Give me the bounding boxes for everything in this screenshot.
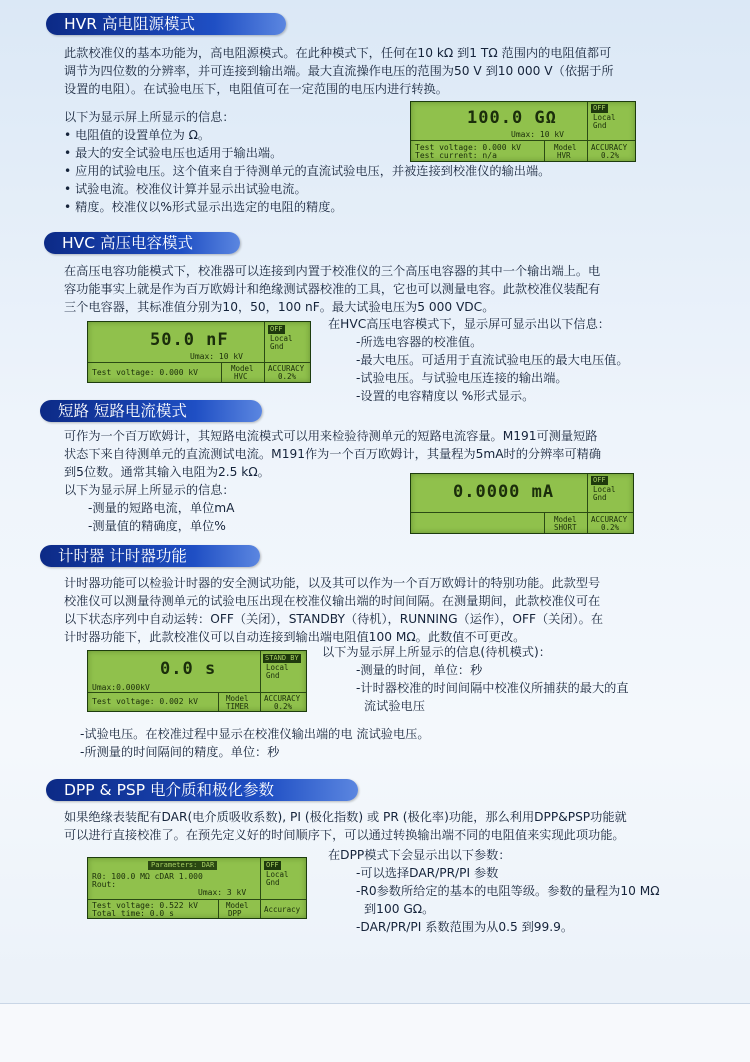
lcd-divider — [260, 651, 261, 711]
short-para-line: 可作为一个百万欧姆计，其短路电流模式可以用来检验待测单元的短路电流容量。M191可测量短路 — [64, 429, 598, 443]
timer-after — [80, 725, 710, 761]
lcd-umax: Umax: 3 kV — [198, 888, 247, 897]
section-title-short: 短路 短路电流模式 — [40, 400, 262, 422]
lcd-divider — [544, 140, 545, 161]
lcd-divider — [218, 692, 219, 711]
timer-item: -计时器校准的时间间隔中校准仪所捕获的最大的直 — [356, 681, 629, 695]
timer-para-line: 以下状态序列中自动运转：OFF（关闭），STANDBY（待机），RUNNING（运作），OFF（关闭）。在 — [64, 612, 604, 626]
hvc-paragraph — [64, 262, 704, 316]
dpp-item: 到100 GΩ。 — [364, 902, 435, 916]
lcd-model-value: SHORT — [554, 523, 577, 532]
lcd-umax: Umax: 10 kV — [511, 130, 564, 139]
dpp-list — [328, 846, 718, 936]
lcd-off-badge: OFF — [266, 861, 279, 869]
section-title-hvr: HVR 高电阻源模式 — [46, 13, 286, 35]
lcd-divider — [544, 512, 545, 533]
short-para-line: 状态下来自待测单元的直流测试电流。M191作为一个百万欧姆计，其量程为5mA时的分辨率可精确 — [64, 447, 602, 461]
section-title-dpp: DPP & PSP 电介质和极化参数 — [46, 779, 358, 801]
hvc-item: -试验电压。与试验电压连接的输出端。 — [356, 371, 568, 385]
short-para-line: 到5位数。通常其输入电阻为2.5 kΩ。 — [64, 465, 270, 479]
dpp-intro: 在DPP模式下会显示出以下参数： — [328, 848, 511, 862]
hvr-item: • 应用的试验电压。这个值来自于待测单元的直流试验电压，并被连接到校准仪的输出端。 — [64, 164, 551, 178]
lcd-umax: Umax:0.000kV — [92, 683, 150, 692]
lcd-gnd: Gnd — [270, 342, 284, 351]
lcd-accuracy-label: ACCURACY — [591, 515, 628, 524]
timer-list — [322, 643, 712, 715]
lcd-gnd: Gnd — [593, 493, 607, 502]
lcd-umax: Umax: 10 kV — [190, 352, 243, 361]
lcd-test-voltage: Test voltage: 0.002 kV — [92, 697, 198, 706]
hvc-item: -设置的电容精度以 %形式显示。 — [356, 389, 535, 403]
lcd-accuracy-label: ACCURACY — [591, 143, 628, 152]
lcd-off-badge: OFF — [593, 104, 606, 112]
lcd-standby-badge: STAND BY — [265, 654, 299, 662]
timer-para-line: 计时器功能可以检验计时器的安全测试功能，以及其可以作为一个百万欧姆计的特别功能。此款型号 — [64, 576, 601, 590]
section-title-timer: 计时器 计时器功能 — [40, 545, 260, 567]
lcd-gnd: Gnd — [266, 878, 280, 887]
hvc-lcd-display — [87, 321, 311, 383]
hvr-intro: 以下为显示屏上所显示的信息： — [64, 110, 235, 124]
hvc-para-line: 在高压电容功能模式下，校准器可以连接到内置于校准仪的三个高压电容器的其中一个输出端上。电 — [64, 264, 601, 278]
lcd-main-value: 0.0000 mA — [453, 482, 555, 502]
timer-item: -测量的时间，单位：秒 — [356, 663, 483, 677]
lcd-off-badge: OFF — [270, 325, 283, 333]
lcd-main-value: 100.0 GΩ — [467, 108, 557, 128]
lcd-divider — [218, 899, 219, 918]
dpp-item: -R0参数所给定的基本的电阻等级。参数的量程为10 MΩ — [356, 884, 660, 898]
lcd-model-value: DPP — [228, 909, 242, 918]
lcd-divider — [88, 692, 306, 693]
hvr-para-line: 此款校准仪的基本功能为，高电阻源模式。在此种模式下，任何在10 kΩ 到1 TΩ 范围内的电阻值都可 — [64, 46, 612, 60]
lcd-divider — [411, 140, 635, 141]
lcd-model-label: Model — [226, 694, 249, 703]
lcd-divider — [587, 102, 588, 161]
lcd-main-value: 0.0 s — [160, 659, 217, 679]
dpp-paragraph — [64, 808, 714, 844]
timer-after-item: -所测量的时间隔间的精度。单位：秒 — [80, 745, 280, 759]
dpp-lcd-display — [87, 857, 307, 919]
short-item: -测量值的精确度，单位% — [88, 519, 226, 533]
lcd-accuracy-label: ACCURACY — [268, 364, 305, 373]
timer-para-line: 计时器功能下，此款校准仪可以自动连接到输出端电阻值100 MΩ。此数值不可更改。 — [64, 630, 526, 644]
short-lcd-display — [410, 473, 634, 534]
lcd-main-value: 50.0 nF — [150, 330, 229, 350]
lcd-rout: Rout: — [92, 880, 117, 889]
hvr-item: • 电阻值的设置单位为 Ω。 — [64, 128, 211, 142]
hvc-item: -所选电容器的校准值。 — [356, 335, 483, 349]
lcd-accuracy-label: Accuracy — [264, 905, 301, 914]
hvr-para-line: 设置的电阻）。在试验电压下，电阻值可在一定范围的电压内进行转换。 — [64, 82, 448, 96]
hvr-item: • 精度。校准仪以%形式显示出选定的电阻的精度。 — [64, 200, 343, 214]
lcd-model-label: Model — [554, 515, 577, 524]
lcd-total-time: Total time: 0.0 s — [92, 909, 174, 918]
lcd-test-current: Test current: n/a — [415, 151, 497, 160]
lcd-model-value: HVR — [557, 151, 571, 160]
short-intro: 以下为显示屏上所显示的信息： — [64, 483, 235, 497]
lcd-parameters-banner: Parameters: DAR — [148, 861, 217, 870]
section-title-hvc: HVC 高压电容模式 — [44, 232, 240, 254]
lcd-divider — [88, 362, 310, 363]
lcd-accuracy-value: 0.2% — [274, 702, 293, 711]
lcd-test-voltage: Test voltage: 0.000 kV — [415, 143, 521, 152]
hvc-list — [328, 315, 708, 405]
hvc-para-line: 容功能事实上就是作为百万欧姆计和绝缘测试器校准的工具，它也可以测量电容。此款校准仪装配有 — [64, 282, 601, 296]
lcd-gnd: Gnd — [266, 671, 280, 680]
lcd-divider — [264, 322, 265, 382]
bottom-band — [0, 1003, 750, 1062]
lcd-model-value: HVC — [234, 372, 248, 381]
hvr-item: • 试验电流。校准仪计算并显示出试验电流。 — [64, 182, 307, 196]
dpp-item: -可以选择DAR/PR/PI 参数 — [356, 866, 499, 880]
hvc-para-line: 三个电容器，其标准值分别为10，50，100 nF。最大试验电压为5 000 VDC。 — [64, 300, 495, 314]
lcd-local: Local — [266, 663, 289, 672]
lcd-test-voltage: Test voltage: 0.522 kV — [92, 901, 198, 910]
lcd-accuracy-value: 0.2% — [601, 523, 620, 532]
lcd-accuracy-label: ACCURACY — [264, 694, 301, 703]
lcd-off-badge: OFF — [593, 476, 606, 484]
timer-item: 流试验电压 — [364, 699, 425, 713]
lcd-divider — [411, 512, 633, 513]
short-item: -测量的短路电流，单位mA — [88, 501, 235, 515]
lcd-model-label: Model — [226, 901, 249, 910]
lcd-model-value: TIMER — [226, 702, 249, 711]
hvr-para-line: 调节为四位数的分辨率，并可连接到输出端。最大直流操作电压的范围为50 V 到10 000 V（依据于所 — [64, 64, 614, 78]
hvc-intro: 在HVC高压电容模式下，显示屏可显示出以下信息： — [328, 317, 610, 331]
dpp-para-line: 可以进行直接校准了。在预先定义好的时间顺序下，可以通过转换输出端不同的电阻值来实现此项功能。 — [64, 828, 625, 842]
hvr-paragraph — [64, 44, 704, 98]
lcd-local: Local — [593, 113, 616, 122]
lcd-model-label: Model — [231, 364, 254, 373]
hvr-lcd-display — [410, 101, 636, 162]
lcd-local: Local — [270, 334, 293, 343]
dpp-item: -DAR/PR/PI 系数范围为从0.5 到99.9。 — [356, 920, 574, 934]
lcd-test-voltage: Test voltage: 0.000 kV — [92, 368, 198, 377]
lcd-r0: R0: 100.0 MΩ cDAR 1.000 — [92, 872, 203, 881]
short-list — [64, 481, 394, 535]
timer-para-line: 校准仪可以测量待测单元的试验电压出现在校准仪输出端的时间间隔。在测量期间，此款校准仪可在 — [64, 594, 601, 608]
hvc-item: -最大电压。可适用于直流试验电压的最大电压值。 — [356, 353, 629, 367]
lcd-accuracy-value: 0.2% — [278, 372, 297, 381]
lcd-divider — [221, 362, 222, 382]
lcd-divider — [260, 858, 261, 918]
dpp-para-line: 如果绝缘表装配有DAR(电介质吸收系数), PI (极化指数) 或 PR (极化率)功能，那么利用DPP&PSP功能就 — [64, 810, 627, 824]
lcd-local: Local — [593, 485, 616, 494]
timer-lcd-display — [87, 650, 307, 712]
lcd-accuracy-value: 0.2% — [601, 151, 620, 160]
lcd-gnd: Gnd — [593, 121, 607, 130]
timer-after-item: -试验电压。在校准过程中显示在校准仪输出端的电 流试验电压。 — [80, 727, 430, 741]
lcd-divider — [587, 474, 588, 533]
lcd-local: Local — [266, 870, 289, 879]
lcd-divider — [88, 899, 306, 900]
timer-intro: 以下为显示屏上所显示的信息(待机模式)： — [322, 645, 551, 659]
hvr-item: • 最大的安全试验电压也适用于输出端。 — [64, 146, 283, 160]
timer-paragraph — [64, 574, 704, 646]
lcd-model-label: Model — [554, 143, 577, 152]
